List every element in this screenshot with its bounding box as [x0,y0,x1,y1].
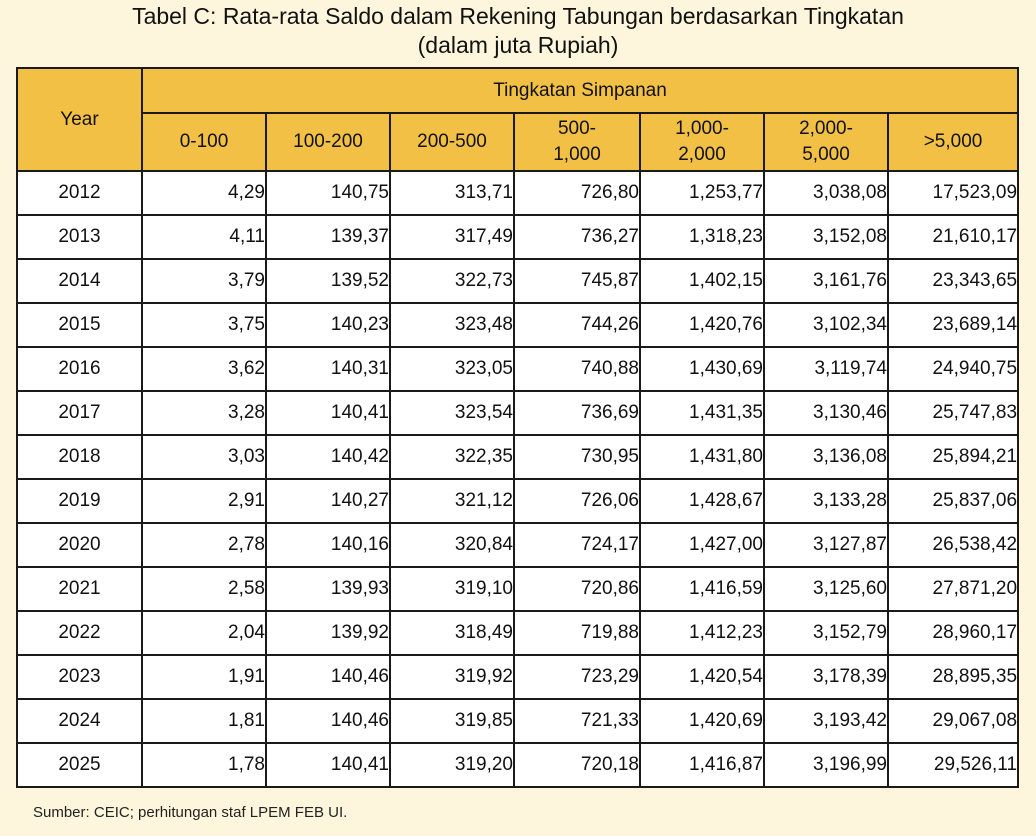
value-cell: 3,28 [142,391,266,435]
value-cell: 1,428,67 [640,479,764,523]
value-cell: 744,26 [514,303,640,347]
table-row [17,611,1018,655]
table-row [17,567,1018,611]
year-cell: 2012 [17,171,142,215]
value-cell: 4,11 [142,215,266,259]
year-cell: 2017 [17,391,142,435]
value-cell: 26,538,42 [888,523,1018,567]
value-cell: 3,102,34 [764,303,888,347]
value-cell: 720,18 [514,743,640,787]
value-cell: 3,75 [142,303,266,347]
column-header: >5,000 [888,113,1018,171]
table-row [17,743,1018,787]
year-cell: 2019 [17,479,142,523]
value-cell: 25,837,06 [888,479,1018,523]
value-cell: 321,12 [390,479,514,523]
value-cell: 319,85 [390,699,514,743]
year-cell: 2023 [17,655,142,699]
table-title-line-2: (dalam juta Rupiah) [417,32,619,58]
value-cell: 745,87 [514,259,640,303]
value-cell: 25,747,83 [888,391,1018,435]
table-row [17,655,1018,699]
value-cell: 322,35 [390,435,514,479]
value-cell: 720,86 [514,567,640,611]
value-cell: 1,420,54 [640,655,764,699]
value-cell: 2,04 [142,611,266,655]
value-cell: 723,29 [514,655,640,699]
value-cell: 29,526,11 [888,743,1018,787]
value-cell: 2,78 [142,523,266,567]
value-cell: 736,69 [514,391,640,435]
column-header: 500- 1,000 [514,113,640,171]
value-cell: 3,79 [142,259,266,303]
value-cell: 719,88 [514,611,640,655]
value-cell: 4,29 [142,171,266,215]
table-row [17,435,1018,479]
value-cell: 3,038,08 [764,171,888,215]
table-row [17,523,1018,567]
value-cell: 1,81 [142,699,266,743]
value-cell: 139,92 [266,611,390,655]
value-cell: 1,430,69 [640,347,764,391]
table-row [17,215,1018,259]
value-cell: 319,20 [390,743,514,787]
value-cell: 17,523,09 [888,171,1018,215]
table-title [0,2,1036,60]
year-cell: 2014 [17,259,142,303]
value-cell: 139,52 [266,259,390,303]
value-cell: 140,16 [266,523,390,567]
value-cell: 3,125,60 [764,567,888,611]
column-header: 0-100 [142,113,266,171]
value-cell: 1,431,80 [640,435,764,479]
year-cell: 2016 [17,347,142,391]
value-cell: 1,427,00 [640,523,764,567]
column-header: 200-500 [390,113,514,171]
value-cell: 140,41 [266,391,390,435]
value-cell: 28,960,17 [888,611,1018,655]
column-header: 2,000- 5,000 [764,113,888,171]
year-cell: 2013 [17,215,142,259]
value-cell: 21,610,17 [888,215,1018,259]
value-cell: 28,895,35 [888,655,1018,699]
value-cell: 2,91 [142,479,266,523]
year-cell: 2022 [17,611,142,655]
value-cell: 320,84 [390,523,514,567]
value-cell: 3,178,39 [764,655,888,699]
value-cell: 3,152,79 [764,611,888,655]
value-cell: 3,03 [142,435,266,479]
source-note: Sumber: CEIC; perhitungan staf LPEM FEB UI. [33,804,348,821]
value-cell: 323,05 [390,347,514,391]
value-cell: 3,196,99 [764,743,888,787]
value-cell: 1,412,23 [640,611,764,655]
table-row [17,479,1018,523]
value-cell: 317,49 [390,215,514,259]
value-cell: 29,067,08 [888,699,1018,743]
value-cell: 1,78 [142,743,266,787]
table-title-line-1: Tabel C: Rata-rata Saldo dalam Rekening Tabungan berdasarkan Tingkatan [132,3,904,29]
year-cell: 2020 [17,523,142,567]
value-cell: 1,402,15 [640,259,764,303]
year-cell: 2025 [17,743,142,787]
table-header [17,68,1018,171]
value-cell: 1,431,35 [640,391,764,435]
value-cell: 140,41 [266,743,390,787]
table-row [17,699,1018,743]
value-cell: 3,161,76 [764,259,888,303]
group-header: Tingkatan Simpanan [142,68,1018,113]
value-cell: 2,58 [142,567,266,611]
year-cell: 2021 [17,567,142,611]
value-cell: 1,420,76 [640,303,764,347]
value-cell: 140,23 [266,303,390,347]
value-cell: 140,75 [266,171,390,215]
value-cell: 1,416,87 [640,743,764,787]
value-cell: 730,95 [514,435,640,479]
column-header: 100-200 [266,113,390,171]
value-cell: 3,127,87 [764,523,888,567]
table-row [17,303,1018,347]
value-cell: 3,193,42 [764,699,888,743]
value-cell: 1,91 [142,655,266,699]
value-cell: 724,17 [514,523,640,567]
year-cell: 2018 [17,435,142,479]
value-cell: 319,10 [390,567,514,611]
value-cell: 740,88 [514,347,640,391]
table-row [17,259,1018,303]
value-cell: 139,37 [266,215,390,259]
value-cell: 25,894,21 [888,435,1018,479]
value-cell: 3,136,08 [764,435,888,479]
table-row [17,391,1018,435]
value-cell: 23,343,65 [888,259,1018,303]
column-header: 1,000- 2,000 [640,113,764,171]
value-cell: 27,871,20 [888,567,1018,611]
value-cell: 323,54 [390,391,514,435]
value-cell: 323,48 [390,303,514,347]
value-cell: 1,253,77 [640,171,764,215]
year-header: Year [17,68,142,171]
value-cell: 3,152,08 [764,215,888,259]
value-cell: 318,49 [390,611,514,655]
value-cell: 1,318,23 [640,215,764,259]
value-cell: 726,80 [514,171,640,215]
value-cell: 322,73 [390,259,514,303]
value-cell: 140,42 [266,435,390,479]
year-cell: 2024 [17,699,142,743]
value-cell: 736,27 [514,215,640,259]
header-row-columns [17,113,1018,171]
savings-balance-table [16,67,1019,788]
value-cell: 726,06 [514,479,640,523]
value-cell: 3,130,46 [764,391,888,435]
value-cell: 319,92 [390,655,514,699]
value-cell: 3,62 [142,347,266,391]
value-cell: 3,133,28 [764,479,888,523]
value-cell: 1,420,69 [640,699,764,743]
table-row [17,171,1018,215]
value-cell: 140,46 [266,655,390,699]
value-cell: 23,689,14 [888,303,1018,347]
value-cell: 139,93 [266,567,390,611]
year-cell: 2015 [17,303,142,347]
value-cell: 140,27 [266,479,390,523]
value-cell: 24,940,75 [888,347,1018,391]
value-cell: 140,31 [266,347,390,391]
value-cell: 140,46 [266,699,390,743]
header-row-group [17,68,1018,113]
value-cell: 3,119,74 [764,347,888,391]
value-cell: 721,33 [514,699,640,743]
table-body [17,171,1018,787]
value-cell: 313,71 [390,171,514,215]
table-row [17,347,1018,391]
value-cell: 1,416,59 [640,567,764,611]
